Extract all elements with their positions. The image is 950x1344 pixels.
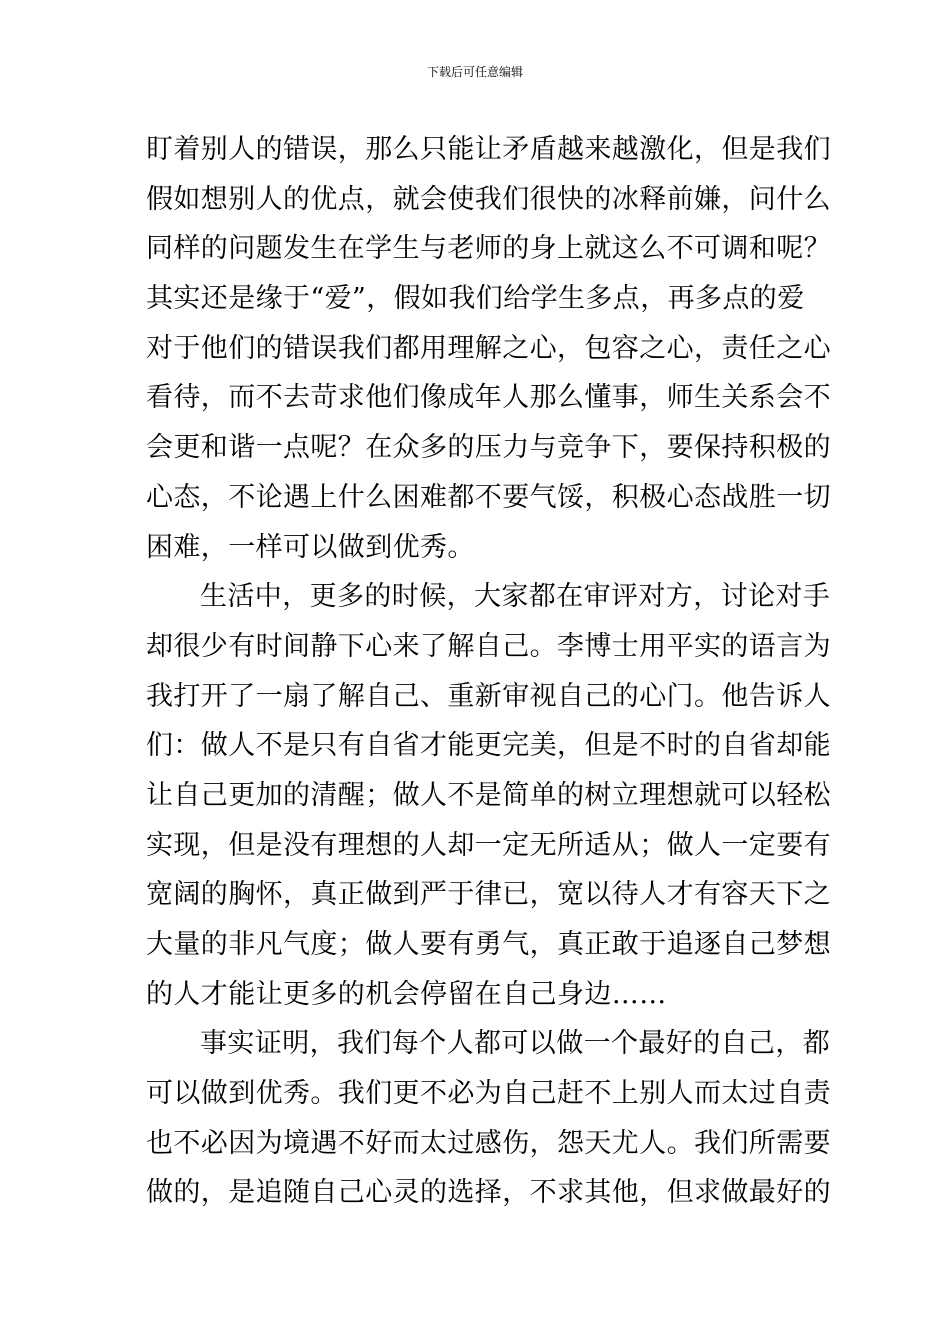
text-line: 同样的问题发生在学生与老师的身上就这么不可调和呢？: [146, 233, 831, 265]
text-line: 对于他们的错误我们都用理解之心，包容之心，责任之心: [146, 332, 831, 364]
text-line: 宽阔的胸怀，真正做到严于律已，宽以待人才有容天下之: [146, 879, 831, 911]
text-line: 看待，而不去苛求他们像成年人那么懂事，师生关系会不: [146, 382, 831, 414]
text-line: 心态，不论遇上什么困难都不要气馁，积极心态战胜一切: [146, 481, 831, 513]
document-body: [146, 125, 831, 1218]
text-line: 做的，是追随自己心灵的选择，不求其他，但求做最好的: [146, 1177, 831, 1209]
text-line: 大量的非凡气度；做人要有勇气，真正敢于追逐自己梦想: [146, 929, 831, 960]
text-line: 让自己更加的清醒；做人不是简单的树立理想就可以轻松: [146, 779, 831, 811]
text-line: 可以做到优秀。我们更不必为自己赶不上别人而太过自责: [146, 1078, 831, 1110]
text-line: 却很少有时间静下心来了解自己。李博士用平实的语言为: [146, 630, 831, 662]
text-line: 会更和谐一点呢？在众多的压力与竞争下，要保持积极的: [146, 432, 831, 464]
text-line: 盯着别人的错误，那么只能让矛盾越来越激化，但是我们: [146, 134, 831, 165]
paragraph-start-line: 事实证明，我们每个人都可以做一个最好的自己，都: [200, 1028, 831, 1060]
text-line: 们：做人不是只有自省才能更完美，但是不时的自省却能: [146, 730, 831, 762]
text-line: 困难，一样可以做到优秀。: [146, 531, 475, 563]
paragraph-start-line: 生活中，更多的时候，大家都在审评对方，讨论对手: [200, 581, 831, 613]
text-line: 假如想别人的优点，就会使我们很快的冰释前嫌，问什么: [146, 183, 831, 215]
text-line: 的人才能让更多的机会停留在自己身边……: [146, 978, 667, 1010]
text-line: 我打开了一扇了解自己、重新审视自己的心门。他告诉人: [146, 680, 831, 712]
text-line: 其实还是缘于“爱”，假如我们给学生多点，再多点的爱: [146, 283, 805, 315]
text-line: 也不必因为境遇不好而太过感伤，怨天尤人。我们所需要: [146, 1127, 831, 1159]
text-line: 实现，但是没有理想的人却一定无所适从；做人一定要有: [146, 829, 831, 861]
page-header: 下载后可任意编辑: [426, 65, 523, 79]
